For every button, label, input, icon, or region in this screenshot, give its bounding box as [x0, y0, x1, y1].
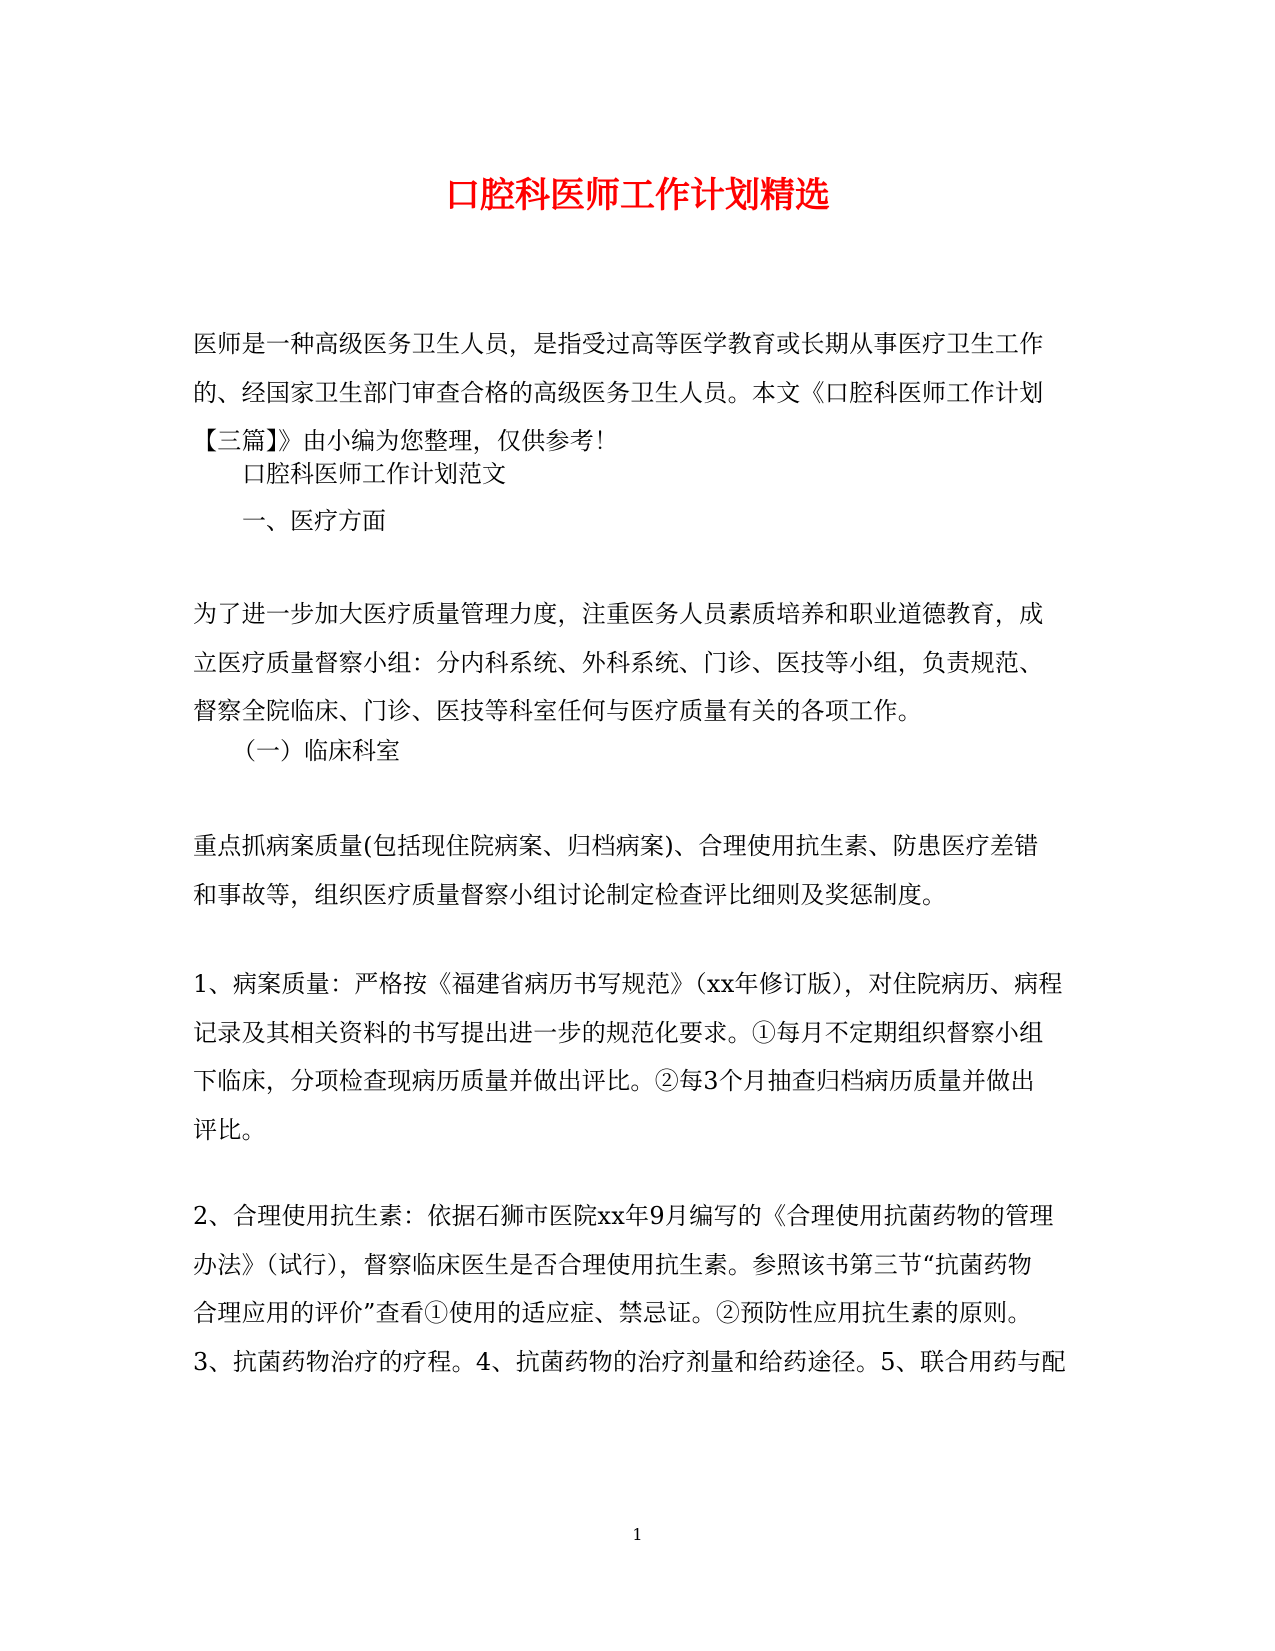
intro-paragraph [193, 320, 1083, 466]
page-number: 1 [632, 1525, 643, 1544]
item1-paragraph [193, 960, 1083, 1154]
item1-line: 记录及其相关资料的书写提出进一步的规范化要求。①每月不定期组织督察小组 [193, 1018, 1044, 1047]
intro-line: 【三篇】》由小编为您整理，仅供参考！ [193, 427, 619, 455]
section-heading-medical: 一、医疗方面 [242, 507, 386, 535]
item2-line: 合理应用的评价”查看①使用的适应症、禁忌证。②预防性应用抗生素的原则。 [193, 1299, 1032, 1327]
subsection1-paragraph [193, 822, 1083, 919]
section1-paragraph [193, 590, 1083, 736]
section1-line: 立医疗质量督察小组：分内科系统、外科系统、门诊、医技等小组，负责规范、 [193, 648, 1044, 677]
document-subtitle: 口腔科医师工作计划范文 [242, 460, 506, 488]
item2-line: 2、合理使用抗生素：依据石狮市医院xx年9月编写的《合理使用抗菌药物的管理 [193, 1202, 1054, 1230]
section1-line: 督察全院临床、门诊、医技等科室任何与医疗质量有关的各项工作。 [193, 697, 922, 725]
intro-line: 医师是一种高级医务卫生人员，是指受过高等医学教育或长期从事医疗卫生工作 [193, 330, 1044, 358]
subsection1-line: 和事故等，组织医疗质量督察小组讨论制定检查评比细则及奖惩制度。 [193, 880, 947, 909]
item2-line: 办法》（试行），督察临床医生是否合理使用抗生素。参照该书第三节“抗菌药物 [193, 1250, 1033, 1279]
document-title: 口腔科医师工作计划精选 [444, 175, 830, 216]
item1-line: 下临床，分项检查现病历质量并做出评比。②每3个月抽查归档病历质量并做出 [193, 1067, 1035, 1095]
item2-line: 3、抗菌药物治疗的疗程。4、抗菌药物的治疗剂量和给药途径。5、联合用药与配 [193, 1347, 1066, 1376]
item1-line: 1、病案质量：严格按《福建省病历书写规范》（xx年修订版），对住院病历、病程 [193, 970, 1063, 998]
subsection1-line: 重点抓病案质量(包括现住院病案、归档病案)、合理使用抗生素、防患医疗差错 [193, 832, 1039, 860]
item1-line: 评比。 [193, 1115, 266, 1144]
item2-paragraph [193, 1192, 1083, 1386]
intro-line: 的、经国家卫生部门审查合格的高级医务卫生人员。本文《口腔科医师工作计划 [193, 378, 1044, 407]
subsection-heading-clinical: （一）临床科室 [232, 737, 400, 765]
section1-line: 为了进一步加大医疗质量管理力度，注重医务人员素质培养和职业道德教育，成 [193, 600, 1044, 628]
